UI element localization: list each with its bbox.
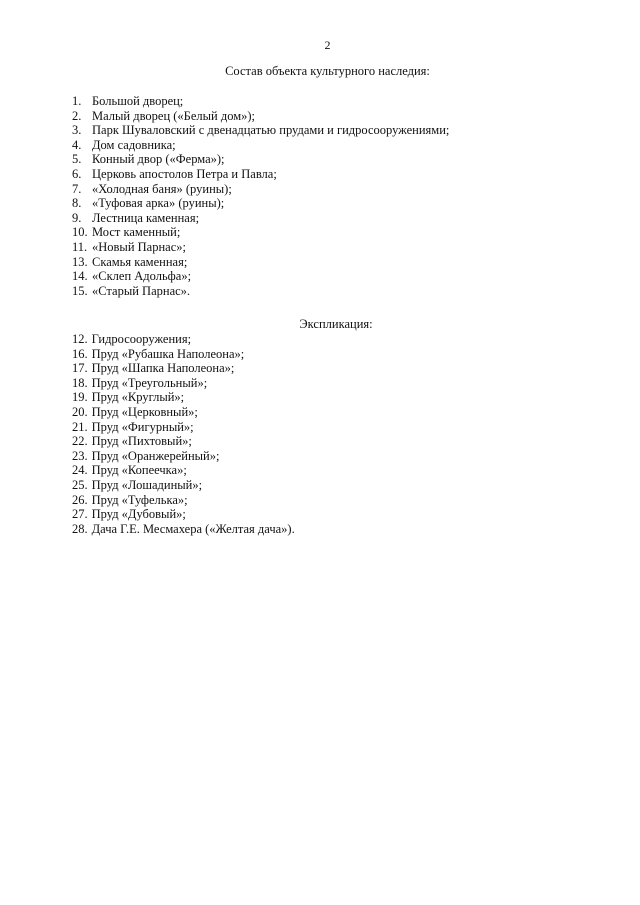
list-item xyxy=(72,332,295,347)
explication-title: Экспликация: xyxy=(299,317,373,331)
list-item xyxy=(72,449,295,464)
list-item xyxy=(72,405,295,420)
list-item xyxy=(72,478,295,493)
list-item-text: «Старый Парнас». xyxy=(92,283,191,298)
list-item-number: 10. xyxy=(72,225,88,240)
list-item-number: 25. xyxy=(72,477,88,492)
list-item xyxy=(72,94,449,109)
list-item-number: 21. xyxy=(72,419,88,434)
list-item-text: Пруд «Рубашка Наполеона»; xyxy=(91,346,245,361)
list-item-text: Пруд «Круглый»; xyxy=(91,390,185,405)
list-item-number: 12. xyxy=(72,332,88,346)
list-item-text: Конный двор («Ферма»); xyxy=(92,152,225,167)
list-item-text: Пруд «Дубовый»; xyxy=(91,507,186,522)
list-item-number: 24. xyxy=(72,463,88,478)
list-item-text: Пруд «Туфелька»; xyxy=(91,492,188,507)
list-item-number: 26. xyxy=(72,492,88,507)
list-item-text: Пруд «Фигурный»; xyxy=(91,419,194,434)
list-item-text: Гидросооружения; xyxy=(91,332,192,346)
list-item-text: Скамья каменная; xyxy=(92,254,188,269)
list-item xyxy=(72,493,295,508)
list-item xyxy=(72,225,449,240)
list-item-text: Малый дворец («Белый дом»); xyxy=(92,108,256,123)
composition-list xyxy=(72,94,449,298)
list-item-number: 7. xyxy=(72,181,82,196)
list-item xyxy=(72,138,449,153)
list-item-number: 27. xyxy=(72,507,88,522)
list-item-text: Пруд «Пихтовый»; xyxy=(91,434,192,449)
list-item-text: Пруд «Церковный»; xyxy=(91,404,198,419)
list-item-number: 22. xyxy=(72,434,88,449)
list-item-number: 3. xyxy=(72,123,82,138)
list-item-number: 17. xyxy=(72,361,88,376)
list-item xyxy=(72,420,295,435)
list-item-text: Пруд «Шапка Наполеона»; xyxy=(91,361,235,376)
list-item xyxy=(72,390,295,405)
list-item xyxy=(72,376,295,391)
list-item xyxy=(72,152,449,167)
list-item xyxy=(72,284,449,299)
list-item xyxy=(72,269,449,284)
list-item xyxy=(72,347,295,362)
list-item-text: Дача Г.Е. Месмахера («Желтая дача»). xyxy=(91,521,295,536)
list-item-number: 8. xyxy=(72,196,82,211)
list-item-number: 23. xyxy=(72,448,88,463)
explication-list xyxy=(72,332,295,536)
list-item-number: 6. xyxy=(72,166,82,181)
list-item xyxy=(72,361,295,376)
list-item-number: 18. xyxy=(72,375,88,390)
list-item-text: Дом садовника; xyxy=(92,137,176,152)
list-item-text: «Склеп Адольфа»; xyxy=(92,269,192,284)
list-item-text: Пруд «Треугольный»; xyxy=(91,375,208,390)
list-item-number: 19. xyxy=(72,390,88,405)
list-item xyxy=(72,211,449,226)
list-item-number: 20. xyxy=(72,404,88,419)
list-item-number: 15. xyxy=(72,283,88,298)
list-item xyxy=(72,109,449,124)
list-item-text: Пруд «Копеечка»; xyxy=(91,463,187,478)
list-item-number: 1. xyxy=(72,94,82,108)
list-item-text: «Туфовая арка» (руины); xyxy=(92,196,225,211)
list-item xyxy=(72,507,295,522)
list-item-number: 2. xyxy=(72,108,82,123)
list-item-text: Пруд «Лошадиный»; xyxy=(91,477,203,492)
list-item-number: 9. xyxy=(72,210,82,225)
list-item-text: Пруд «Оранжерейный»; xyxy=(91,448,220,463)
list-item-number: 28. xyxy=(72,521,88,536)
list-item xyxy=(72,434,295,449)
page-number: 2 xyxy=(324,38,331,52)
list-item-number: 5. xyxy=(72,152,82,167)
composition-title: Состав объекта культурного наследия: xyxy=(225,64,430,78)
list-item xyxy=(72,123,449,138)
list-item-text: Лестница каменная; xyxy=(92,210,200,225)
list-item-number: 13. xyxy=(72,254,88,269)
list-item-number: 14. xyxy=(72,269,88,284)
list-item xyxy=(72,240,449,255)
list-item-number: 11. xyxy=(72,239,88,254)
list-item-text: «Новый Парнас»; xyxy=(92,239,186,254)
list-item-text: Большой дворец; xyxy=(92,94,184,108)
list-item xyxy=(72,522,295,537)
list-item-number: 16. xyxy=(72,346,88,361)
list-item xyxy=(72,182,449,197)
list-item-text: Парк Шуваловский с двенадцатью прудами и гидросооружениями; xyxy=(92,123,450,138)
list-item-text: Церковь апостолов Петра и Павла; xyxy=(92,166,277,181)
list-item xyxy=(72,255,449,270)
list-item xyxy=(72,196,449,211)
list-item-text: «Холодная баня» (руины); xyxy=(92,181,232,196)
list-item xyxy=(72,463,295,478)
list-item xyxy=(72,167,449,182)
list-item-number: 4. xyxy=(72,137,82,152)
list-item-text: Мост каменный; xyxy=(92,225,181,240)
